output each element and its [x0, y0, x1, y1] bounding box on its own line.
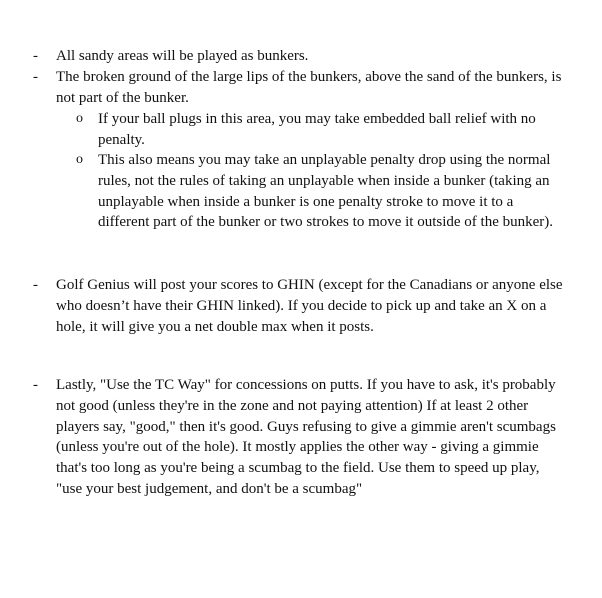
sub-list-item — [76, 109, 566, 151]
bullet-dash: - — [33, 277, 38, 293]
sub-list-item-text: This also means you may take an unplayable penalty drop using the normal rules, not the rules of taking an unplayable when inside a bunker (taking an unplayable when inside a bunker is one penalty stroke to move it to a different part of the bunker or two strokes to move it outside of the bunker). — [98, 152, 554, 231]
list-item-text: Lastly, "Use the TC Way" for concessions on putts. If you have to ask, it's probably not good (unless they're in the zone and not paying attention) If at least 2 other players say, "good," then it's good. Guys refusing to give a gimmie aren't scumbags (unless you're out of the hole). It mostly applies the other way - giving a gimmie that's too long as you're being a scumbag to the field. Use them to speed up play, "use your best judgement, and don't be a scumbag" — [56, 377, 556, 497]
bullet-circle: o — [76, 111, 83, 126]
list-item — [33, 46, 563, 67]
list-item — [33, 67, 563, 109]
bullet-dash: - — [33, 69, 38, 85]
list-item-text: The broken ground of the large lips of the bunkers, above the sand of the bunkers, is not part of the bunker. — [56, 69, 562, 106]
sub-list-item — [76, 150, 566, 233]
bullet-circle: o — [76, 152, 83, 167]
bullet-dash: - — [33, 377, 38, 393]
sub-list-item-text: If your ball plugs in this area, you may take embedded ball relief with no penalty. — [98, 111, 536, 148]
list-item — [33, 375, 563, 500]
list-item-text: Golf Genius will post your scores to GHIN (except for the Canadians or anyone else who doesn’t have their GHIN linked). If you decide to pick up and take an X on a hole, it will give you a net double max when it posts. — [56, 277, 563, 335]
list-item — [33, 275, 563, 337]
bullet-dash: - — [33, 48, 38, 64]
list-item-text: All sandy areas will be played as bunkers. — [56, 48, 309, 64]
